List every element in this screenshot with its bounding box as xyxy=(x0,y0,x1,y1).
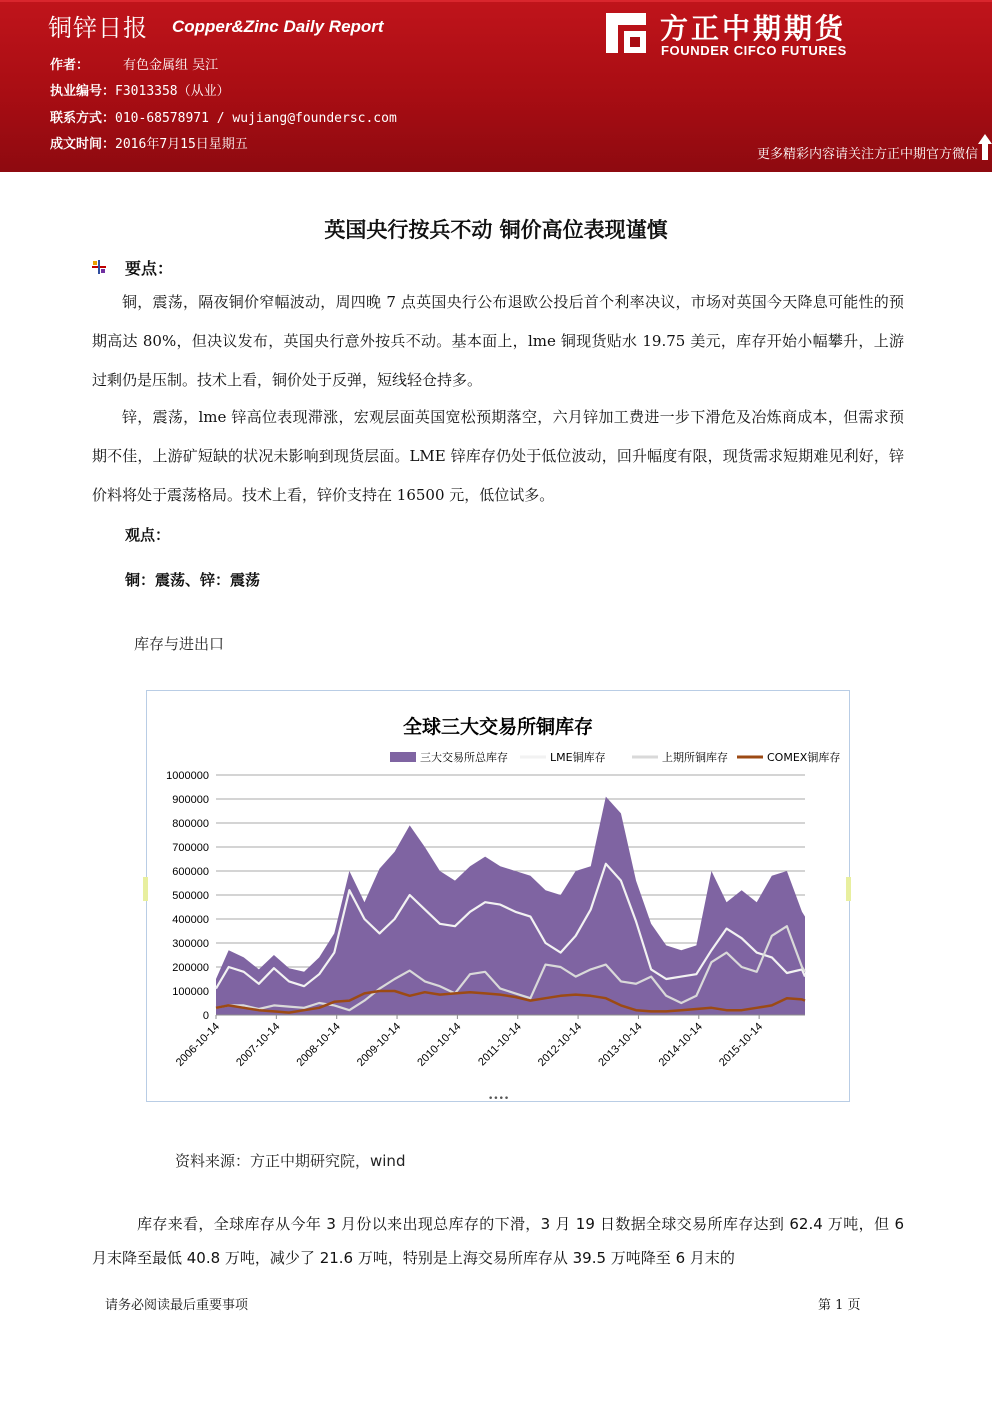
report-brand-en: Copper&Zinc Daily Report xyxy=(172,17,384,36)
chart-title: 全球三大交易所铜库存 xyxy=(402,716,594,738)
x-tick-label: 2007-10-14 xyxy=(234,1020,283,1069)
article-title: 英国央行按兵不动 铜价高位表现谨慎 xyxy=(324,218,668,242)
section-label: 库存与进出口 xyxy=(134,635,225,653)
x-tick-label: 2015-10-14 xyxy=(716,1020,766,1069)
view-value: 铜：震荡、锌：震荡 xyxy=(125,571,261,589)
follow-wechat-text[interactable]: 更多精彩内容请关注方正中期官方微信 xyxy=(756,147,978,162)
y-tick-label: 1000000 xyxy=(166,770,209,782)
chart-resize-handle-right[interactable] xyxy=(846,877,851,901)
license-value: F3013358（从业） xyxy=(115,84,230,99)
contact-value[interactable]: 010-68578971 / wujiang@foundersc.com xyxy=(115,111,397,126)
inventory-chart xyxy=(147,691,849,1101)
chart-resize-handle-left[interactable] xyxy=(143,877,148,901)
y-tick-label: 100000 xyxy=(172,986,209,998)
y-tick-label: 200000 xyxy=(172,962,209,974)
y-tick-label: 700000 xyxy=(172,842,209,854)
date-label: 成文时间： xyxy=(50,137,116,152)
x-tick-label: 2012-10-14 xyxy=(535,1020,585,1069)
license-label: 执业编号： xyxy=(50,84,116,99)
y-tick-label: 300000 xyxy=(172,938,209,950)
y-tick-label: 500000 xyxy=(172,890,209,902)
author-label: 作者： xyxy=(50,58,90,73)
series-area-total-inventory xyxy=(216,797,805,1015)
key-points-label: 要点： xyxy=(125,259,174,278)
x-tick-label: 2013-10-14 xyxy=(596,1020,645,1069)
y-tick-label: 0 xyxy=(202,1010,209,1022)
x-tick-label: 2009-10-14 xyxy=(354,1020,404,1069)
zinc-paragraph: 锌，震荡，lme 锌高位表现滞涨，宏观层面英国宽松预期落空，六月锌加工费进一步下滑危及冶炼商成本，但需求预期不佳，上游矿短缺的状况未影响到现货层面。LME 锌库存仍处于低位波动，回升幅度有限，现货需求短期难见利好，锌价料将处于震荡格局。技术上看，锌价支持在 16500 元，低位试多。 xyxy=(92,408,904,504)
copper-paragraph: 铜，震荡，隔夜铜价窄幅波动，周四晚 7 点英国央行公布退欧公投后首个利率决议，市场对英国今天降息可能性的预期高达 80%，但决议发布，英国央行意外按兵不动。基本面上，lme 铜现货贴水 19.75 美元，库存开始小幅攀升，上游过剩仍是压制。技术上看，铜价处于反弹，短线轻仓持多。 xyxy=(92,293,904,389)
date-value: 2016年7月15日星期五 xyxy=(115,137,248,152)
x-tick-label: 2008-10-14 xyxy=(294,1020,343,1069)
view-label: 观点： xyxy=(125,526,171,544)
inventory-paragraph: 库存来看，全球库存从今年 3 月份以来出现总库存的下滑，3 月 19 日数据全球交易所库存达到 62.4 万吨，但 6 月末降至最低 40.8 万吨，减少了 21.6 万吨，特别是上海交易所库存从 39.5 万吨降至 6 月末的 xyxy=(92,1215,904,1267)
header-top-line xyxy=(0,0,992,2)
legend-item-total: 三大交易所总库存 xyxy=(420,751,508,764)
chart-resize-handle-bottom[interactable]: •••• xyxy=(488,1094,510,1104)
report-brand-cn: 铜锌日报 xyxy=(48,14,148,42)
contact-row xyxy=(50,107,397,126)
legend-item-total-swatch xyxy=(390,752,416,762)
legend-item-shfe: 上期所铜库存 xyxy=(662,751,728,764)
footer-notice: 请务必阅读最后重要事项 xyxy=(105,1298,249,1313)
inventory-chart-frame[interactable] xyxy=(146,690,850,1102)
x-tick-label: 2014-10-14 xyxy=(656,1020,705,1069)
footer-page-number: 第 1 页 xyxy=(818,1298,861,1313)
y-tick-label: 400000 xyxy=(172,914,209,926)
y-tick-label: 600000 xyxy=(172,866,209,878)
logo-text-cn: 方正中期期货 xyxy=(660,12,847,45)
source-note: 资料来源：方正中期研究院，wind xyxy=(175,1152,406,1170)
date-row xyxy=(50,133,248,152)
bullet-icon xyxy=(92,260,106,274)
x-tick-label: 2010-10-14 xyxy=(415,1020,464,1069)
x-tick-label: 2006-10-14 xyxy=(173,1020,223,1069)
company-logo xyxy=(604,7,904,63)
author-value: 有色金属组 吴江 xyxy=(123,58,219,73)
contact-label: 联系方式： xyxy=(50,111,116,126)
x-tick-label: 2011-10-14 xyxy=(476,1020,524,1069)
arrow-up-icon xyxy=(978,134,992,160)
report-header xyxy=(0,0,992,172)
company-logo-icon xyxy=(604,11,648,55)
logo-text-en: FOUNDER CIFCO FUTURES xyxy=(661,43,847,58)
author-row xyxy=(50,54,218,73)
y-tick-label: 900000 xyxy=(172,794,209,806)
license-row xyxy=(50,80,230,99)
legend-item-comex: COMEX铜库存 xyxy=(767,751,841,764)
y-tick-label: 800000 xyxy=(172,818,209,830)
legend-item-lme: LME铜库存 xyxy=(550,751,606,764)
